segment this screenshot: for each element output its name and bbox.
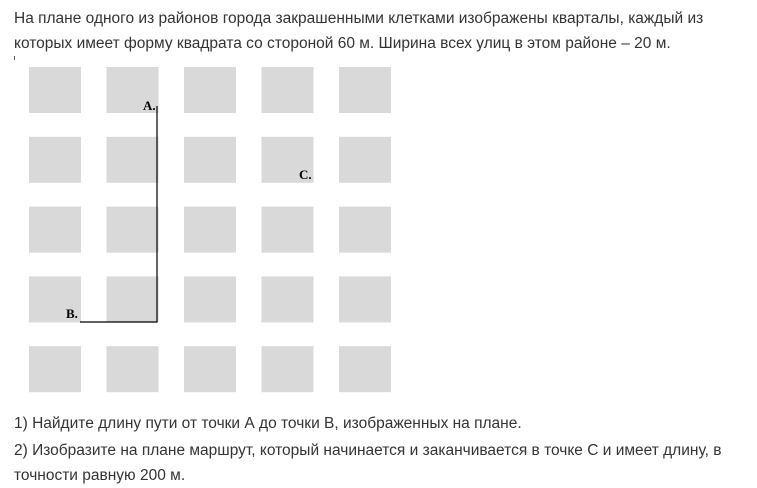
point-b-label: B. xyxy=(66,306,78,321)
city-block xyxy=(107,207,159,253)
city-block xyxy=(339,67,391,113)
city-block xyxy=(184,346,236,392)
city-block xyxy=(107,276,159,322)
city-block xyxy=(107,346,159,392)
city-block xyxy=(339,276,391,322)
city-block xyxy=(262,346,314,392)
city-block xyxy=(339,207,391,253)
city-block xyxy=(184,137,236,183)
problem-intro: На плане одного из районов города закрашенными клетками изображены кварталы, каждый из которых имеет форму квадрата со стороной 60 м. Ширина всех улиц в этом районе – 20 м. xyxy=(14,10,704,52)
city-block xyxy=(29,346,81,392)
task-1: 1) Найдите длину пути от точки А до точки В, изображенных на плане. xyxy=(14,415,522,432)
city-block xyxy=(339,137,391,183)
point-a-label: A. xyxy=(143,98,156,113)
city-block xyxy=(29,207,81,253)
city-block xyxy=(107,137,159,183)
city-blocks xyxy=(29,67,391,392)
city-block xyxy=(184,276,236,322)
city-block xyxy=(262,207,314,253)
point-c-label: C. xyxy=(299,167,312,182)
city-block xyxy=(339,346,391,392)
city-block xyxy=(29,137,81,183)
task-2: 2) Изобразите на плане маршрут, который начинается и заканчивается в точке С и имеет длину, в точности равную 200 м. xyxy=(14,442,722,484)
city-block xyxy=(262,67,314,113)
city-block xyxy=(29,67,81,113)
city-block xyxy=(184,67,236,113)
city-block xyxy=(184,207,236,253)
city-block xyxy=(262,276,314,322)
